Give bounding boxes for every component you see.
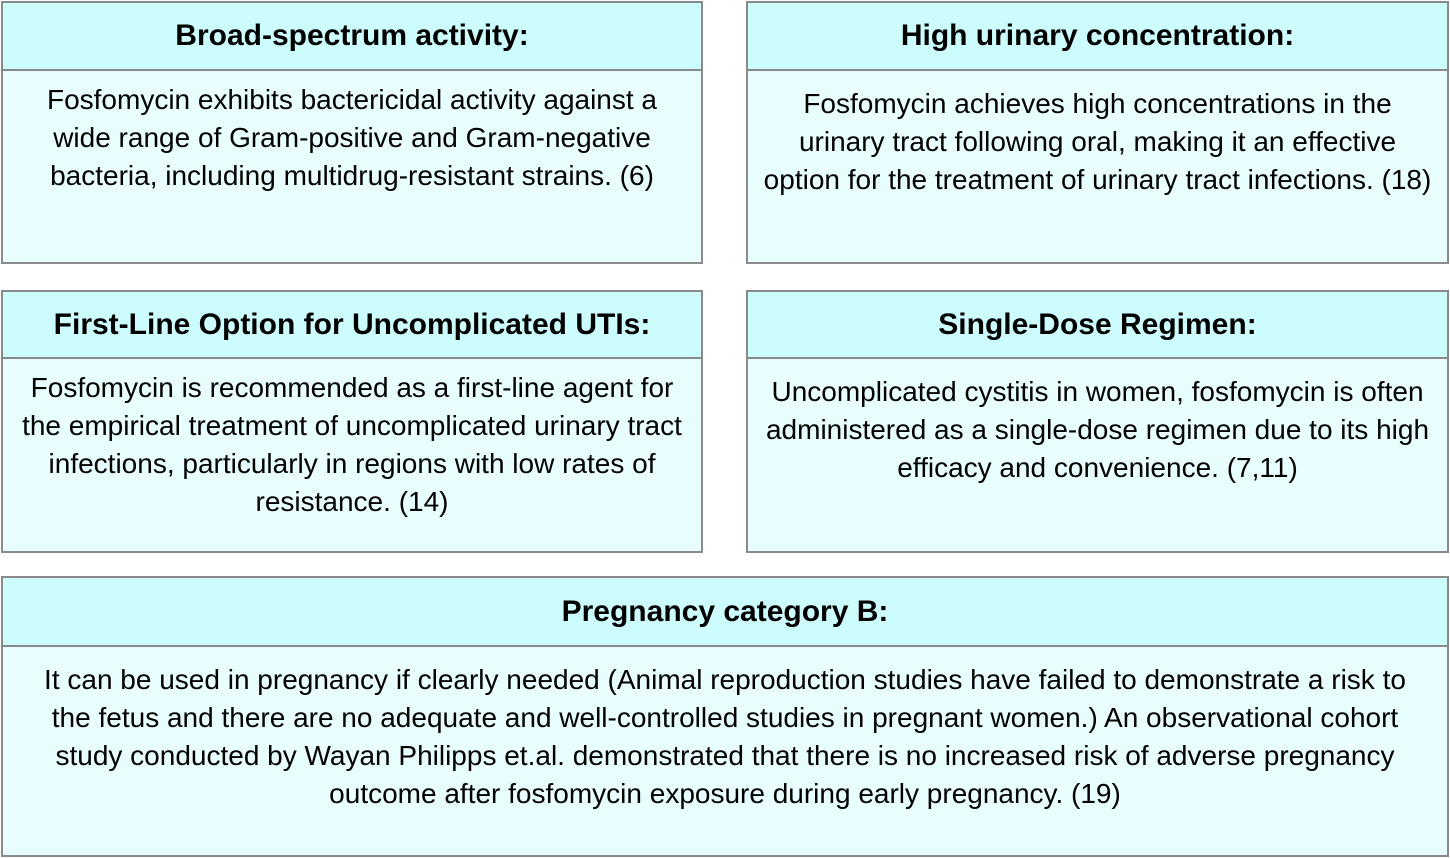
high-urinary-text: Fosfomycin achieves high concentrations in the urinary tract following oral, making it an effective option for the treatment of urinary tract infections. (18) [763,88,1432,195]
pregnancy-title: Pregnancy category B: [3,578,1447,647]
pregnancy-card [1,576,1449,857]
first-line-text: Fosfomycin is recommended as a first-line agent for the empirical treatment of uncomplicated urinary tract infections, particularly in regions with low rates of resistance. (14) [22,372,682,517]
single-dose-text: Uncomplicated cystitis in women, fosfomycin is often administered as a single-dose regimen due to its high efficacy and convenience. (7,11) [765,376,1430,483]
first-line-title: First-Line Option for Uncomplicated UTIs: [3,292,701,359]
single-dose-title: Single-Dose Regimen: [748,292,1447,359]
high-urinary-card [746,1,1449,264]
first-line-card [1,290,703,553]
high-urinary-title: High urinary concentration: [748,3,1447,71]
broad-spectrum-card [1,1,703,264]
broad-spectrum-text: Fosfomycin exhibits bactericidal activity against a wide range of Gram-positive and Gram-negative bacteria, including multidrug-resistant strains. (6) [46,84,658,191]
single-dose-card [746,290,1449,553]
broad-spectrum-title: Broad-spectrum activity: [3,3,701,71]
pregnancy-text: It can be used in pregnancy if clearly needed (Animal reproduction studies have failed to demonstrate a risk to the fetus and there are no adequate and well-controlled studies in pregnant women.) An observational cohort study conducted by Wayan Philipps et.al. demonstrated that there is no increased risk of adverse pregnancy outcome after fosfomycin exposure during early pregnancy. (19) [44,664,1406,809]
